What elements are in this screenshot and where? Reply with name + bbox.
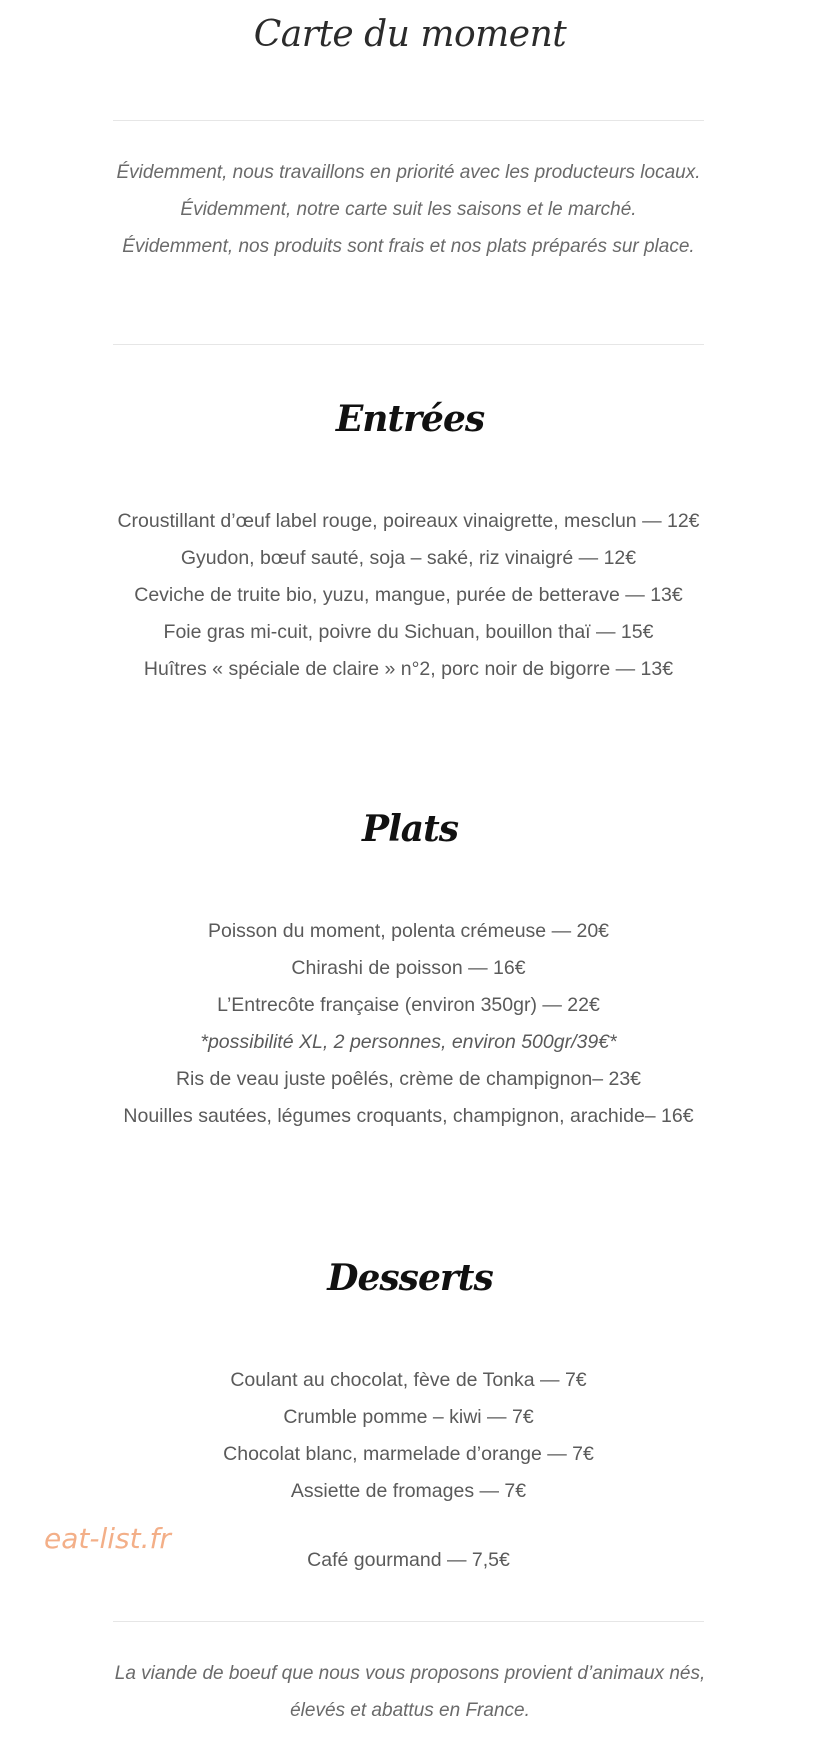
intro-line: Évidemment, notre carte suit les saisons et le marché. xyxy=(180,199,637,220)
list-item: Gyudon, bœuf sauté, soja – saké, riz vinaigré — 12€ xyxy=(180,547,637,569)
desserts-list xyxy=(113,1362,704,1510)
list-item: Poisson du moment, polenta crémeuse — 20€ xyxy=(207,920,610,942)
list-item: Coulant au chocolat, fève de Tonka — 7€ xyxy=(230,1369,587,1391)
list-item: Foie gras mi-cuit, poivre du Sichuan, bouillon thaï — 15€ xyxy=(163,621,654,643)
list-item: Huîtres « spéciale de claire » n°2, porc noir de bigorre — 13€ xyxy=(143,658,674,680)
section-heading-plats: Plats xyxy=(362,808,458,850)
section-heading-entrees: Entrées xyxy=(335,398,485,440)
list-item: Ceviche de truite bio, yuzu, mangue, purée de betterave — 13€ xyxy=(134,584,683,606)
entrees-list xyxy=(113,503,704,688)
divider-bottom xyxy=(113,1621,704,1622)
watermark-logo: eat-list.fr xyxy=(44,1522,171,1555)
list-item: Chirashi de poisson — 16€ xyxy=(291,957,526,979)
list-item: Assiette de fromages — 7€ xyxy=(290,1480,527,1502)
list-item-note: *possibilité XL, 2 personnes, environ 500gr/39€* xyxy=(200,1031,617,1053)
list-item: Café gourmand — 7,5€ xyxy=(307,1549,510,1571)
divider-top xyxy=(113,120,704,121)
intro-text xyxy=(113,154,704,265)
section-heading-desserts: Desserts xyxy=(327,1257,493,1299)
divider-intro xyxy=(113,344,704,345)
list-item: L’Entrecôte française (environ 350gr) — 22€ xyxy=(217,994,600,1016)
page-title: Carte du moment xyxy=(253,14,567,55)
list-item: Crumble pomme – kiwi — 7€ xyxy=(283,1406,534,1428)
list-item: Nouilles sautées, légumes croquants, champignon, arachide– 16€ xyxy=(123,1105,694,1127)
list-item: Chocolat blanc, marmelade d’orange — 7€ xyxy=(223,1443,594,1465)
footer-note: La viande de boeuf que nous vous proposons provient d’animaux nés, élevés et abattus en France. xyxy=(114,1663,706,1721)
intro-line: Évidemment, nos produits sont frais et nos plats préparés sur place. xyxy=(122,236,695,257)
list-item: Croustillant d’œuf label rouge, poireaux vinaigrette, mesclun — 12€ xyxy=(117,510,700,532)
intro-line: Évidemment, nous travaillons en priorité avec les producteurs locaux. xyxy=(116,162,701,183)
plats-list xyxy=(113,913,704,1135)
list-item: Ris de veau juste poêlés, crème de champignon– 23€ xyxy=(175,1068,642,1090)
